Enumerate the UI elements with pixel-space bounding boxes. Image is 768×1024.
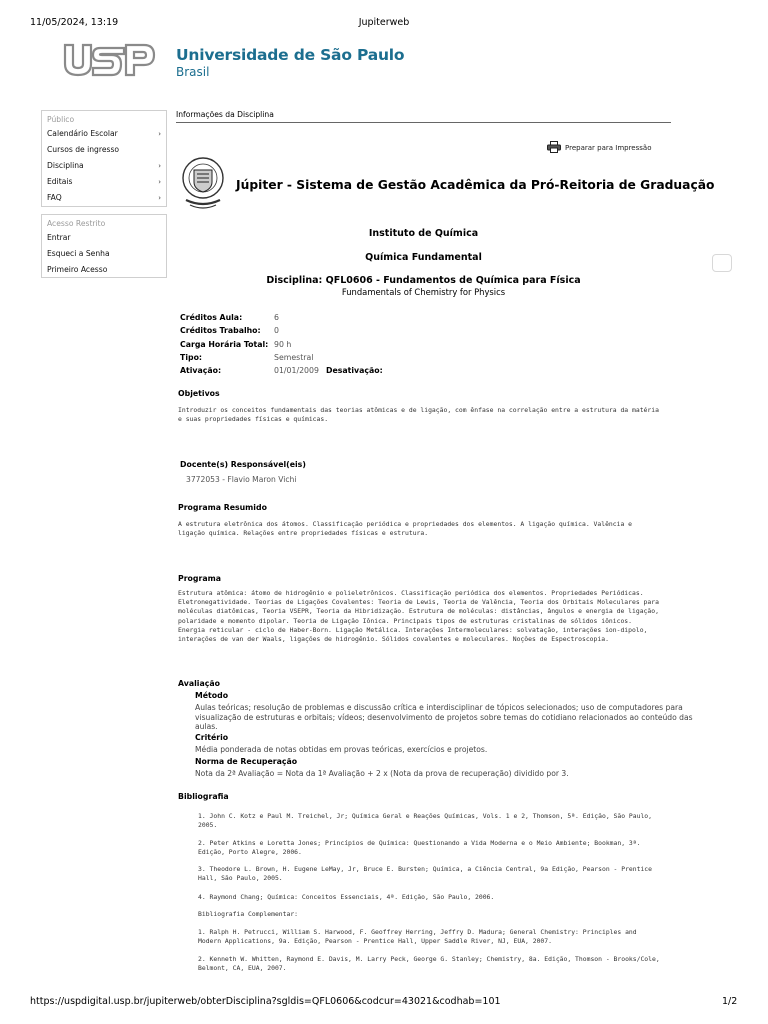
text-line: aulas. <box>195 722 218 731</box>
text-line: e suas propriedades físicas e químicas. <box>178 415 329 424</box>
text-line: Introduzir os conceitos fundamentais das teorias atômicas e de ligação, com ênfase na correlação entre a estrutura da matéria <box>178 406 659 414</box>
usp-seal-icon <box>180 156 226 212</box>
bibliography-item <box>198 928 723 946</box>
sidebar-restricted-header: Acesso Restrito <box>47 219 106 228</box>
sidebar-item-disciplina[interactable] <box>42 158 166 174</box>
bibliography-item <box>198 865 723 883</box>
fact-row <box>180 338 480 351</box>
page-title: Júpiter - Sistema de Gestão Acadêmica da Pró-Reitoria de Graduação <box>236 178 715 192</box>
sidebar-item-label: Esqueci a Senha <box>47 249 110 258</box>
chevron-right-icon: › <box>158 194 161 202</box>
printer-icon <box>547 141 561 155</box>
fact-label: Carga Horária Total: <box>180 339 269 349</box>
sidebar-item-label: Cursos de ingresso <box>47 145 120 154</box>
text-line: Estrutura atômica: átomo de hidrogênio e polieletrônicos. Classificação periódica dos elementos. Propriedades Periódicas. <box>178 589 644 597</box>
chevron-right-icon: › <box>158 178 161 186</box>
chevron-right-icon: › <box>158 130 161 138</box>
discipline-english-title: Fundamentals of Chemistry for Physics <box>341 287 506 297</box>
metodo-label: Método <box>195 691 229 700</box>
sidebar-item-label: Disciplina <box>47 161 84 170</box>
print-title: Jupiterweb <box>358 17 410 28</box>
print-timestamp: 11/05/2024, 13:19 <box>30 17 119 28</box>
fact-value: 01/01/2009 <box>274 366 319 376</box>
criterio-text: Média ponderada de notas obtidas em provas teóricas, exercícios e projetos. <box>195 745 488 754</box>
print-header <box>0 0 768 30</box>
section-heading-objetivos: Objetivos <box>178 389 220 398</box>
section-heading-programa: Programa <box>178 574 221 583</box>
text-line: 2. Peter Atkins e Loretta Jones; Princípios de Química: Questionando a Vida Moderna e o Meio Ambiente; Bookman, 3ª. <box>198 839 641 847</box>
fact-row <box>180 351 480 364</box>
section-heading-avaliacao: Avaliação <box>178 679 220 688</box>
programa-resumido-text <box>178 520 723 538</box>
sidebar-restricted <box>41 214 167 278</box>
objetivos-text <box>178 406 723 424</box>
sidebar-item-cursos[interactable] <box>42 142 166 158</box>
programa-text <box>178 589 723 644</box>
bibliography-complementar-label: Bibliografia Complementar: <box>198 910 299 918</box>
text-line: Aulas teóricas; resolução de problemas e discussão crítica e interdisciplinar de tópicos selecionados; uso de computadores para <box>195 703 683 712</box>
sidebar-item-label: Entrar <box>47 233 71 242</box>
criterio-label: Critério <box>195 733 229 742</box>
fact-label: Créditos Aula: <box>180 313 243 322</box>
section-heading-bibliografia: Bibliografia <box>178 792 229 801</box>
sidebar-item-primeiro-acesso[interactable] <box>42 262 166 278</box>
fact-label: Desativação: <box>326 366 383 376</box>
text-line: 4. Raymond Chang; Química: Conceitos Essenciais, 4ª. Edição, São Paulo, 2006. <box>198 893 495 901</box>
fact-value: Semestral <box>274 352 314 362</box>
university-country: Brasil <box>176 65 210 79</box>
fact-label: Créditos Trabalho: <box>180 326 261 336</box>
text-line: Modern Applications, 9a. Edição, Pearson - Prentice Hall, Upper Saddle River, NJ, EUA, 2007. <box>198 937 552 946</box>
metodo-text <box>195 703 725 732</box>
text-line: Belmont, CA, EUA, 2007. <box>198 964 287 973</box>
bibliography-item <box>198 893 723 902</box>
scroll-top-button[interactable] <box>712 254 732 272</box>
usp-logo[interactable] <box>62 42 156 78</box>
institute-name: Instituto de Química <box>368 228 479 239</box>
page-number: 1/2 <box>722 996 738 1007</box>
print-link-label: Preparar para Impressão <box>565 144 652 152</box>
text-line: Hall, São Paulo, 2005. <box>198 874 283 883</box>
text-line: A estrutura eletrônica dos átomos. Classificação periódica e propriedades dos elementos. A ligação química. Valência e <box>178 520 633 528</box>
sidebar-public <box>41 110 167 207</box>
text-line: ligação química. Relações entre propriedades físicas e estrutura. <box>178 529 429 538</box>
chevron-right-icon: › <box>158 162 161 170</box>
norma-label: Norma de Recuperação <box>195 757 298 766</box>
text-line: Eletronegatividade. Teorias de Ligações Covalentes: Teoria de Lewis, Teoria de Valência, Teoria dos Orbitais Moleculares para <box>178 598 659 607</box>
section-heading-programa-resumido: Programa Resumido <box>178 503 267 512</box>
text-line: Energia reticular - ciclo de Haber-Born. Ligação Metálica. Interações Intermoleculares: solvatação, interações ion-dipolo, <box>178 625 648 634</box>
department-name: Química Fundamental <box>365 252 482 263</box>
text-line: 2005. <box>198 821 218 830</box>
text-line: 3. Theodore L. Brown, H. Eugene LeMay, Jr, Bruce E. Bursten; Química, a Ciência Central, 9a Edição, Pearson - Prentice <box>198 865 653 873</box>
bibliography-item <box>198 839 723 857</box>
sidebar-item-calendario[interactable] <box>42 126 166 142</box>
discipline-title: Disciplina: QFL0606 - Fundamentos de Química para Física <box>266 275 581 286</box>
section-heading-docentes: Docente(s) Responsável(eis) <box>180 460 306 469</box>
print-link[interactable] <box>547 141 651 155</box>
norma-text: Nota da 2ª Avaliação = Nota da 1ª Avaliação + 2 x (Nota da prova de recuperação) dividido por 3. <box>195 769 569 778</box>
sidebar-item-editais[interactable] <box>42 174 166 190</box>
discipline-facts <box>180 311 480 377</box>
fact-value: 6 <box>274 313 279 322</box>
text-line: polaridade e momento dipolar. Teoria de Ligação Iônica. Principais tipos de estruturas cristalinas de sólidos iônicos. <box>178 616 633 625</box>
text-line: 2. Kenneth W. Whitten, Raymond E. Davis, M. Larry Peck, George G. Stanley; Chemistry, 8a. Edição, Thomson - Brooks/Cole, <box>198 955 660 963</box>
sidebar-item-label: Editais <box>47 177 73 186</box>
university-name: Universidade de São Paulo <box>176 46 405 64</box>
fact-label: Ativação: <box>180 366 222 376</box>
fact-value: 90 h <box>274 339 292 349</box>
fact-row <box>180 364 480 377</box>
bibliography-item <box>198 812 723 830</box>
text-line: Edição, Porto Alegre, 2006. <box>198 848 302 857</box>
text-line: moléculas diatômicas, Teoria VSEPR, Teoria da Hibridização. Estrutura de moléculas: distâncias, ângulos e energia de ligação, <box>178 607 659 616</box>
page-url: https://uspdigital.usp.br/jupiterweb/obterDisciplina?sgldis=QFL0606&codcur=43021&codhab=101 <box>30 996 501 1007</box>
fact-value: 0 <box>274 326 279 336</box>
docente-name: 3772053 - Flavio Maron Vichi <box>186 475 297 484</box>
text-line: 1. Ralph H. Petrucci, William S. Harwood, F. Geoffrey Herring, Jeffry D. Madura; General Chemistry: Principles and <box>198 928 637 936</box>
university-brand <box>176 46 404 79</box>
breadcrumb: Informações da Disciplina <box>176 110 671 123</box>
text-line: visualização de estruturas e orbitais; vídeos; desenvolvimento de projetos sobre temas do cotidiano relacionados ao conteúdo das <box>195 712 693 722</box>
text-line: interações de van der Waals, ligações de hidrogênio. Sólidos covalentes e moleculares. Noções de Espectroscopia. <box>178 635 609 644</box>
sidebar-item-label: Primeiro Acesso <box>47 265 108 274</box>
text-line: 1. John C. Kotz e Paul M. Treichel, Jr; Química Geral e Reações Químicas, Vols. 1 e 2, Thomson, 5ª. Edição, São Paulo, <box>198 812 653 820</box>
bibliography-item <box>198 955 723 973</box>
fact-row <box>180 324 480 337</box>
sidebar-item-label: FAQ <box>47 193 62 202</box>
sidebar-public-header: Público <box>47 115 75 124</box>
fact-row <box>180 311 480 324</box>
sidebar-item-faq[interactable] <box>42 190 166 206</box>
fact-label: Tipo: <box>180 352 203 362</box>
sidebar-item-entrar[interactable] <box>42 230 166 246</box>
sidebar-item-esqueci-senha[interactable] <box>42 246 166 262</box>
sidebar-item-label: Calendário Escolar <box>47 129 118 138</box>
